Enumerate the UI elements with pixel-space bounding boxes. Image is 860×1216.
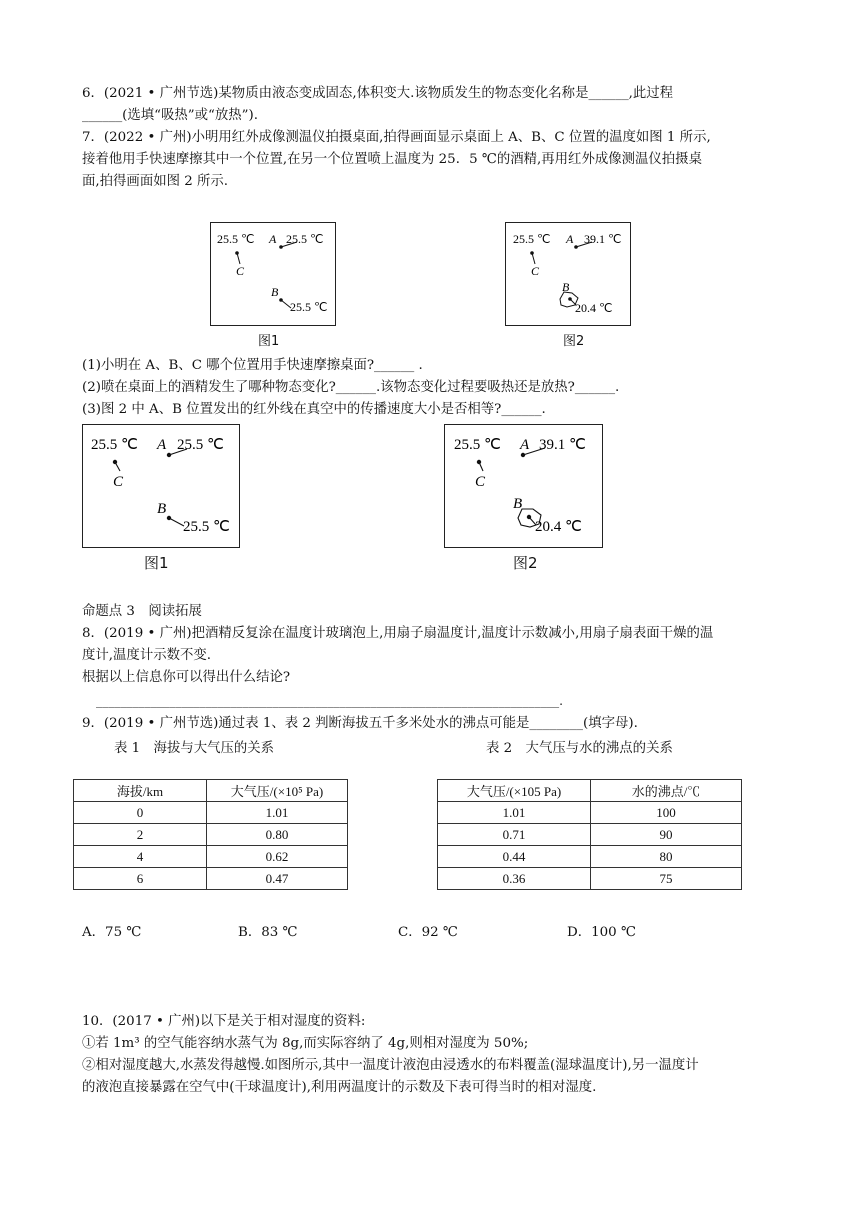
table2-caption: 表 2 大气压与水的沸点的关系 (486, 741, 673, 756)
fig2-a-point (574, 245, 578, 249)
fig1-b-temp: 25.5 ℃ (290, 300, 328, 314)
fig1-a-point (279, 245, 283, 249)
table1-header-pressure: 大气压/(×10⁵ Pa) (207, 780, 348, 802)
large-figure-1-caption: 图1 (144, 554, 169, 572)
table-row (438, 846, 742, 868)
table2-header-row (438, 780, 742, 802)
table-cell: 0.44 (438, 846, 591, 868)
table-cell: 1.01 (438, 802, 591, 824)
table-cell: 4 (74, 846, 207, 868)
section-3-heading: 命题点 3 阅读拓展 (82, 604, 202, 619)
fig2-c-temp: 25.5 ℃ (513, 232, 551, 246)
big-fig2-c-label: C (475, 474, 486, 490)
table-cell: 90 (591, 824, 742, 846)
table-cell: 0.71 (438, 824, 591, 846)
table1-header-row (74, 780, 348, 802)
q7-line2: 接着他用手快速摩擦其中一个位置,在另一个位置喷上温度为 25．5 ℃的酒精,再用红外成像测温仪拍摄桌 (82, 152, 702, 167)
table-row (74, 846, 348, 868)
big-fig2-c-temp: 25.5 ℃ (454, 437, 501, 453)
q7-sub3: (3)图 2 中 A、B 位置发出的红外线在真空中的传播速度大小是否相等?______. (82, 402, 546, 417)
table-cell: 0.36 (438, 868, 591, 890)
q9-line1: 9．(2019 • 广州节选)通过表 1、表 2 判断海拔五千多米处水的沸点可能是________(填字母). (82, 716, 638, 731)
q6-line2: ______(选填“吸热”或“放热”). (82, 108, 258, 123)
big-fig1-a-point (167, 453, 171, 457)
table-row (74, 868, 348, 890)
big-fig2-a-label: A (520, 437, 530, 453)
small-figure-2 (505, 222, 631, 326)
table-2 (437, 779, 742, 890)
big-fig1-c-label: C (113, 474, 124, 490)
big-fig1-a-temp: 25.5 ℃ (177, 437, 224, 453)
small-figure-1 (210, 222, 336, 326)
q9-option-c: C．92 ℃ (398, 925, 458, 940)
table-row (438, 802, 742, 824)
table-cell: 2 (74, 824, 207, 846)
table-row (74, 802, 348, 824)
big-fig1-a-label: A (157, 437, 167, 453)
q7-sub2: (2)喷在桌面上的酒精发生了哪种物态变化?______.该物态变化过程要吸热还是放热?______. (82, 380, 620, 395)
table-cell: 0.47 (207, 868, 348, 890)
small-figure-2-caption: 图2 (563, 334, 585, 349)
fig1-c-label: C (236, 264, 245, 278)
fig1-c-temp: 25.5 ℃ (217, 232, 255, 246)
big-fig1-b-label: B (157, 501, 167, 517)
q9-option-a: A．75 ℃ (82, 925, 142, 940)
fig2-a-temp: 39.1 ℃ (584, 232, 622, 246)
fig2-a-label: A (566, 232, 574, 246)
table-cell: 0.80 (207, 824, 348, 846)
table2-header-boiling-point: 水的沸点/℃ (591, 780, 742, 802)
fig2-b-temp: 20.4 ℃ (575, 301, 613, 315)
fig1-a-label: A (269, 232, 277, 246)
table-row (438, 824, 742, 846)
q7-line1: 7．(2022 • 广州)小明用红外成像测温仪拍摄桌面,拍得画面显示桌面上 A、B、C 位置的温度如图 1 所示, (82, 130, 711, 145)
table-cell: 0 (74, 802, 207, 824)
table-cell: 80 (591, 846, 742, 868)
q10-line3: ②相对湿度越大,水蒸发得越慢.如图所示,其中一温度计液泡由浸透水的布料覆盖(湿球温度计),另一温度计 (82, 1058, 699, 1073)
q7-sub1: (1)小明在 A、B、C 哪个位置用手快速摩擦桌面?______ . (82, 358, 423, 373)
fig2-b-label: B (562, 280, 570, 294)
q8-line1: 8．(2019 • 广州)把酒精反复涂在温度计玻璃泡上,用扇子扇温度计,温度计示数减小,用扇子扇表面干燥的温 (82, 626, 714, 641)
table-row (438, 868, 742, 890)
q8-answer-line: ____________________________________________________________________________. (96, 694, 563, 708)
table1-header-altitude: 海拔/km (74, 780, 207, 802)
table-cell: 6 (74, 868, 207, 890)
big-fig2-b-label: B (513, 496, 523, 512)
big-fig1-c-temp: 25.5 ℃ (91, 437, 138, 453)
table1-caption: 表 1 海拔与大气压的关系 (114, 741, 275, 756)
q9-option-d: D．100 ℃ (567, 925, 636, 940)
small-figure-1-caption: 图1 (258, 334, 280, 349)
table-cell: 100 (591, 802, 742, 824)
big-fig2-a-temp: 39.1 ℃ (539, 437, 586, 453)
q8-line2: 度计,温度计示数不变. (82, 648, 212, 663)
q10-line1: 10．(2017 • 广州)以下是关于相对湿度的资料: (82, 1014, 366, 1029)
q6-line1: 6．(2021 • 广州节选)某物质由液态变成固态,体积变大.该物质发生的物态变化名称是______,此过程 (82, 86, 674, 101)
q7-line3: 面,拍得画面如图 2 所示. (82, 174, 229, 189)
fig2-c-label: C (531, 264, 540, 278)
q10-line2: ①若 1m³ 的空气能容纳水蒸气为 8g,而实际容纳了 4g,则相对湿度为 50%; (82, 1036, 529, 1051)
table-cell: 0.62 (207, 846, 348, 868)
big-fig2-a-point (521, 453, 525, 457)
table-row (74, 824, 348, 846)
table-1 (73, 779, 348, 890)
large-figure-1 (82, 424, 240, 548)
fig1-a-temp: 25.5 ℃ (286, 232, 324, 246)
big-fig2-b-temp: 20.4 ℃ (535, 519, 582, 535)
large-figure-2 (444, 424, 603, 548)
q8-line3: 根据以上信息你可以得出什么结论? (82, 670, 291, 685)
large-figure-2-caption: 图2 (513, 554, 538, 572)
q10-line4: 的液泡直接暴露在空气中(干球温度计),利用两温度计的示数及下表可得当时的相对湿度. (82, 1080, 597, 1095)
big-fig1-b-temp: 25.5 ℃ (183, 519, 230, 535)
fig1-b-label: B (271, 285, 279, 299)
q9-option-b: B．83 ℃ (238, 925, 298, 940)
table2-header-pressure: 大气压/(×105 Pa) (438, 780, 591, 802)
table-cell: 1.01 (207, 802, 348, 824)
table-cell: 75 (591, 868, 742, 890)
